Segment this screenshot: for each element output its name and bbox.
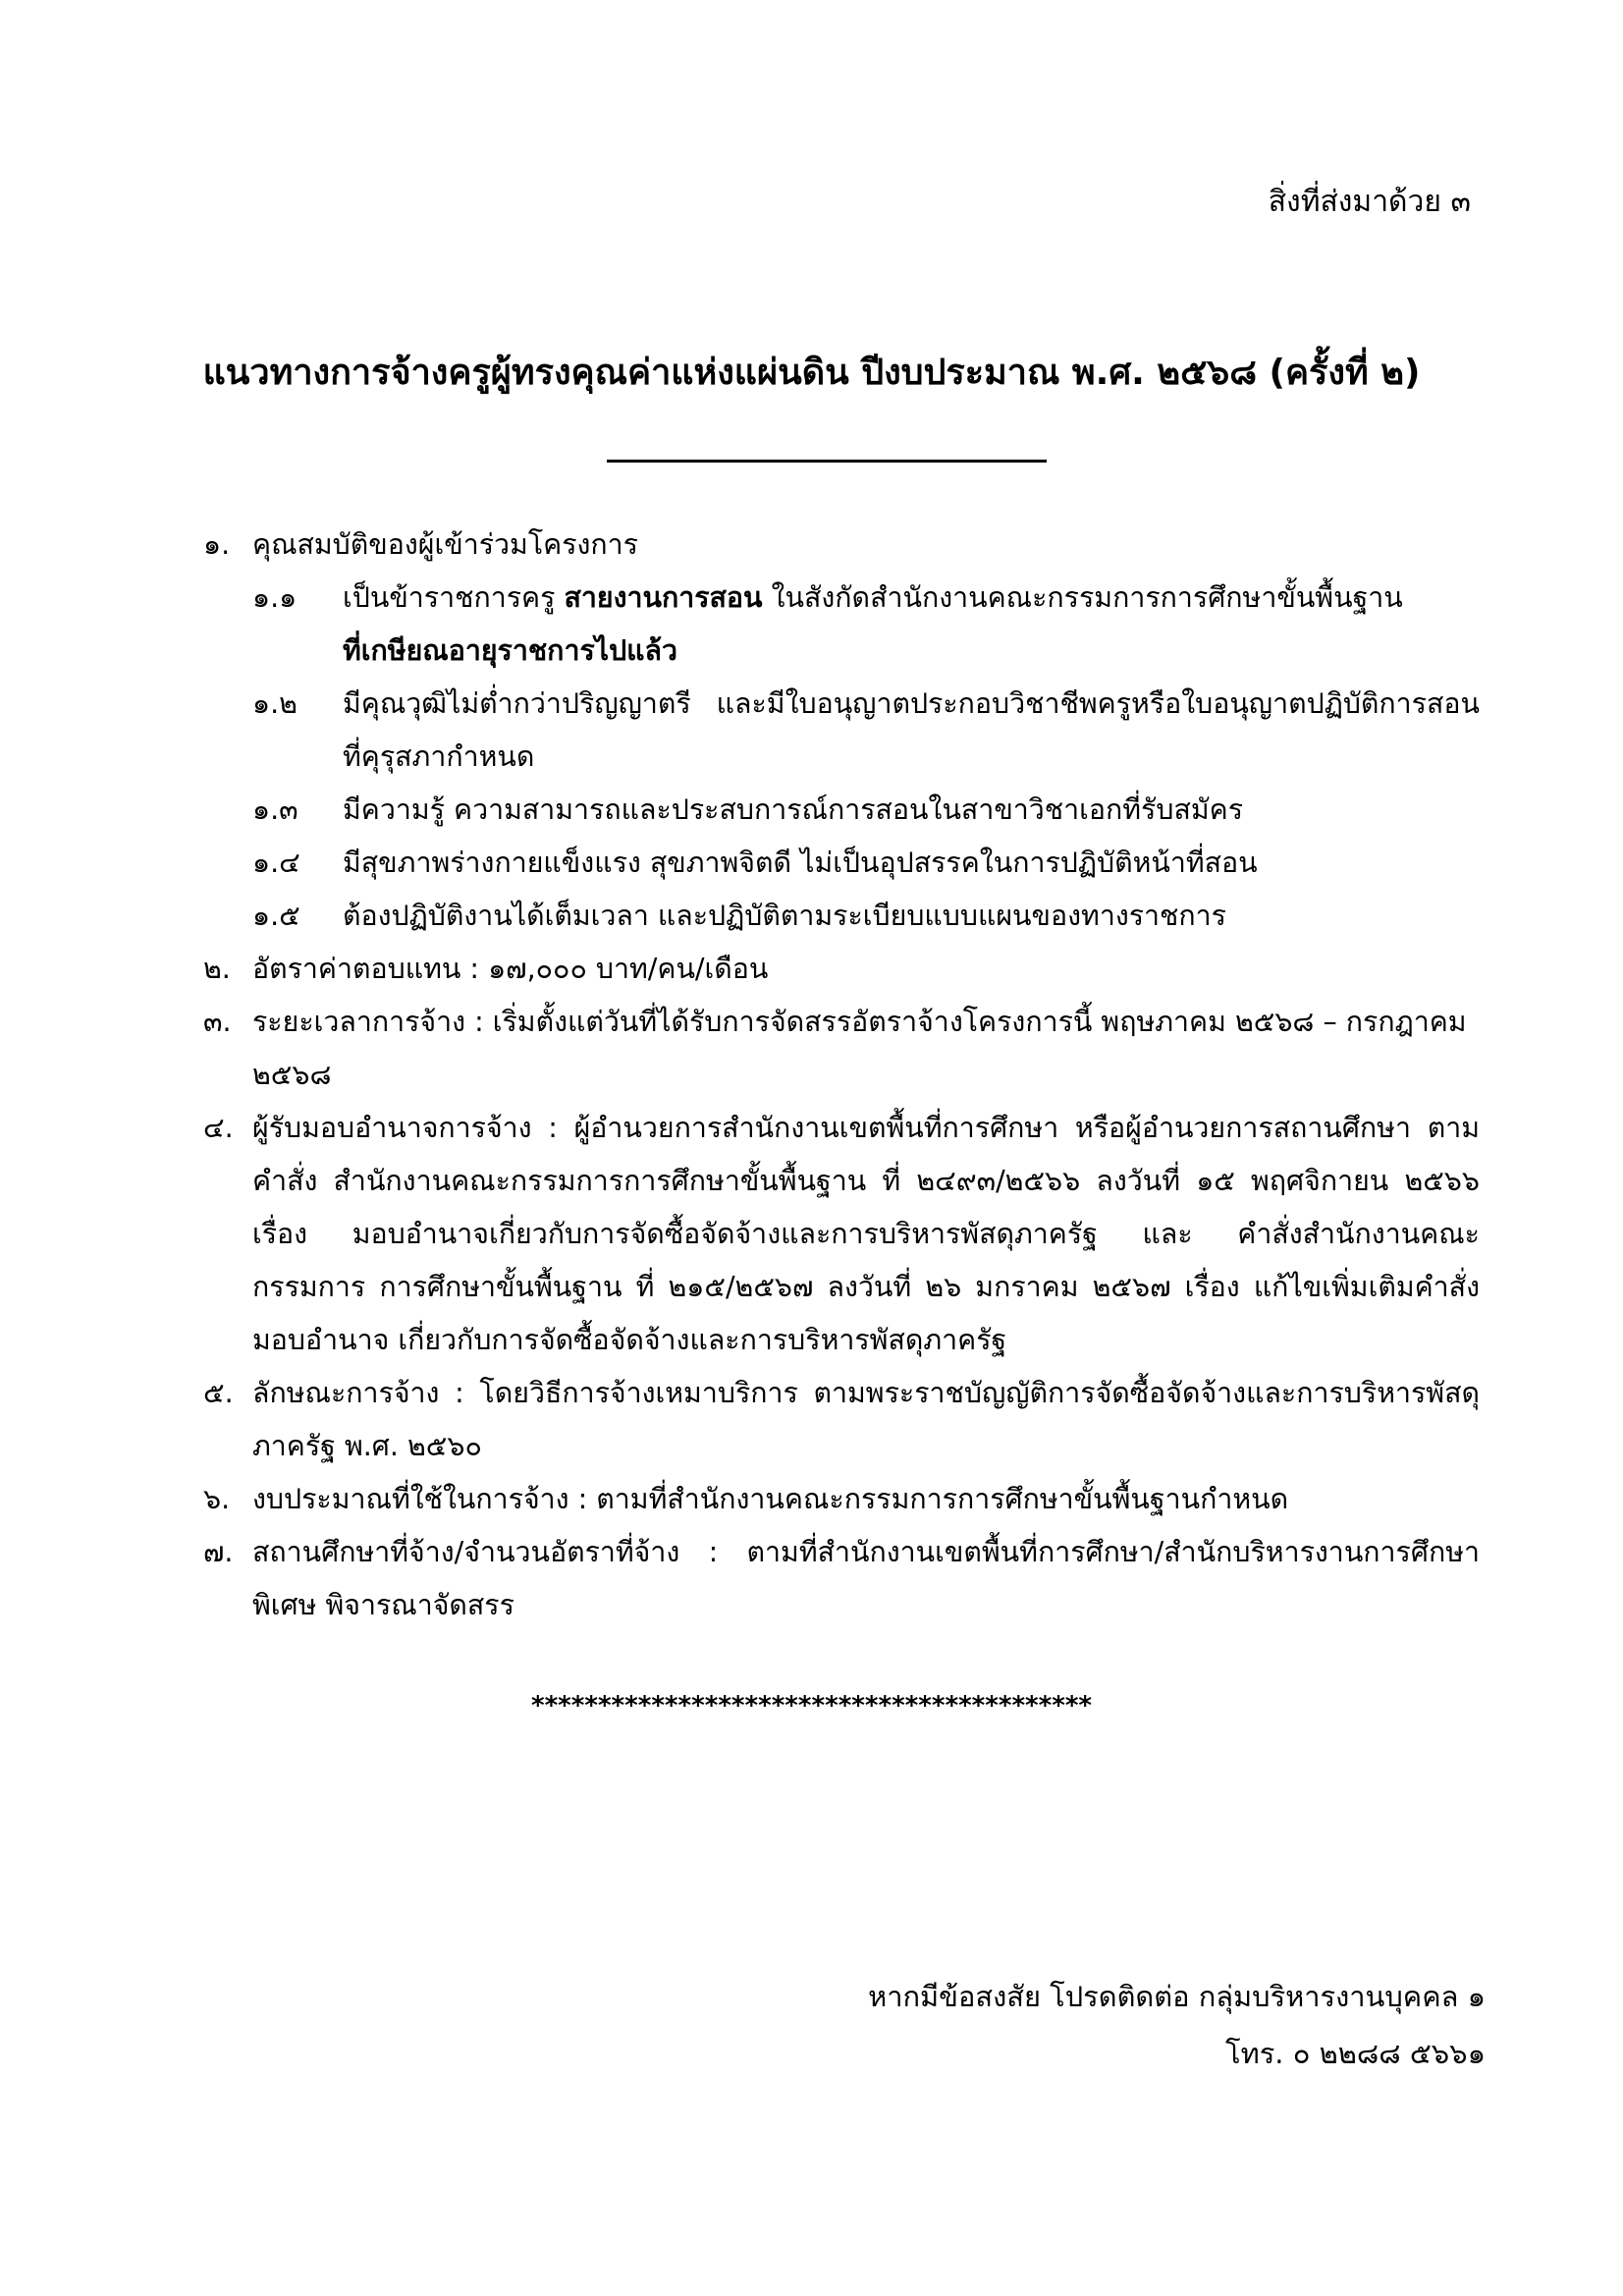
item-text: คุณสมบัติของผู้เข้าร่วมโครงการ: [252, 528, 638, 561]
item-number: ๑.: [203, 528, 231, 561]
item-number: ๕.: [203, 1377, 234, 1409]
item-number: ๔.: [203, 1112, 234, 1144]
sub-item-1-4: [252, 837, 1480, 890]
sub-item-text: เป็นข้าราชการครู: [343, 581, 565, 614]
sub-item-number: ๑.๕: [252, 900, 300, 932]
item-number: ๓.: [203, 1006, 232, 1038]
document-body: [203, 519, 1480, 1632]
sub-item-1-3: [252, 784, 1480, 837]
sub-item-text: มีความรู้ ความสามารถและประสบการณ์การสอนในสาขาวิชาเอกที่รับสมัคร: [343, 793, 1244, 826]
list-item-6: [203, 1473, 1480, 1526]
list-item-4: [203, 1102, 1480, 1367]
sub-item-number: ๑.๔: [252, 847, 300, 879]
item-number: ๗.: [203, 1536, 234, 1568]
sub-item-text: มีคุณวุฒิไม่ต่ำกว่าปริญญาตรี และมีใบอนุญาตประกอบวิชาชีพครูหรือใบอนุญาตปฏิบัติการสอน ที่คุรุสภากำหนด: [343, 687, 1480, 773]
contact-block: [868, 1968, 1486, 2082]
sub-item-bold-text: สายงานการสอน: [564, 581, 763, 614]
item-text: อัตราค่าตอบแทน : ๑๗,๐๐๐ บาท/คน/เดือน: [252, 953, 769, 985]
item-text: สถานศึกษาที่จ้าง/จำนวนอัตราที่จ้าง : ตามที่สำนักงานเขตพื้นที่การศึกษา/สำนักบริหารงานการศึกษาพิเศษ พิจารณาจัดสรร: [252, 1536, 1480, 1621]
sub-item-1-2: [252, 678, 1480, 784]
item-text: ผู้รับมอบอำนาจการจ้าง : ผู้อำนวยการสำนักงานเขตพื้นที่การศึกษา หรือผู้อำนวยการสถานศึกษา ตามคำสั่ง สำนักงานคณะกรรมการการศึกษาขั้นพื้นฐาน ที่ ๒๔๙๓/๒๕๖๖ ลงวันที่ ๑๕ พฤศจิกายน ๒๕๖๖ เรื่อง มอบอำนาจเกี่ยวกับการจัดซื้อจัดจ้างและการบริหารพัสดุภาครัฐ และ คำสั่งสำนักงานคณะกรรมการ การศึกษาขั้นพื้นฐาน ที่ ๒๑๕/๒๕๖๗ ลงวันที่ ๒๖ มกราคม ๒๕๖๗ เรื่อง แก้ไขเพิ่มเติมคำสั่งมอบอำนาจ เกี่ยวกับการจัดซื้อจัดจ้างและการบริหารพัสดุภาครัฐ: [252, 1112, 1480, 1356]
list-item-5: [203, 1367, 1480, 1473]
asterisk-separator: ******************************************: [530, 1691, 1093, 1721]
sub-item-bold-text: ที่เกษียณอายุราชการไปแล้ว: [343, 634, 678, 667]
sub-item-number: ๑.๓: [252, 793, 298, 826]
item-text: ระยะเวลาการจ้าง : เริ่มตั้งแต่วันที่ได้รับการจัดสรรอัตราจ้างโครงการนี้ พฤษภาคม ๒๕๖๘ – กรกฎาคม ๒๕๖๘: [252, 1006, 1467, 1091]
title-underline: [607, 460, 1047, 463]
item-number: ๒.: [203, 953, 231, 985]
sub-item-text: ต้องปฏิบัติงานได้เต็มเวลา และปฏิบัติตามระเบียบแบบแผนของทางราชการ: [343, 900, 1226, 932]
list-item-2: [203, 943, 1480, 996]
contact-phone: โทร. ๐ ๒๒๘๘ ๕๖๖๑: [1225, 2037, 1486, 2070]
item-text: ลักษณะการจ้าง : โดยวิธีการจ้างเหมาบริการ ตามพระราชบัญญัติการจัดซื้อจัดจ้างและการบริหารพัสดุ ภาครัฐ พ.ศ. ๒๕๖๐: [252, 1377, 1480, 1462]
sub-item-1-5: [252, 890, 1480, 943]
document-title: แนวทางการจ้างครูผู้ทรงคุณค่าแห่งแผ่นดิน ปีงบประมาณ พ.ศ. ๒๕๖๘ (ครั้งที่ ๒): [202, 353, 1421, 393]
sub-item-text: ในสังกัดสำนักงานคณะกรรมการการศึกษาขั้นพื้นฐาน: [762, 581, 1403, 614]
sub-item-text: มีสุขภาพร่างกายแข็งแรง สุขภาพจิตดี ไม่เป็นอุปสรรคในการปฏิบัติหน้าที่สอน: [343, 847, 1258, 879]
item-number: ๖.: [203, 1483, 231, 1515]
item-text: งบประมาณที่ใช้ในการจ้าง : ตามที่สำนักงานคณะกรรมการการศึกษาขั้นพื้นฐานกำหนด: [252, 1483, 1289, 1515]
list-item-3: [203, 996, 1480, 1102]
list-item-1: [203, 519, 1480, 572]
sub-item-number: ๑.๒: [252, 687, 298, 720]
sub-item-number: ๑.๑: [252, 581, 298, 614]
list-item-7: [203, 1526, 1480, 1632]
sub-item-1-1: [252, 572, 1480, 678]
attachment-label: สิ่งที่ส่งมาด้วย ๓: [1268, 185, 1471, 219]
contact-line: หากมีข้อสงสัย โปรดติดต่อ กลุ่มบริหารงานบุคคล ๑: [868, 1980, 1486, 2013]
